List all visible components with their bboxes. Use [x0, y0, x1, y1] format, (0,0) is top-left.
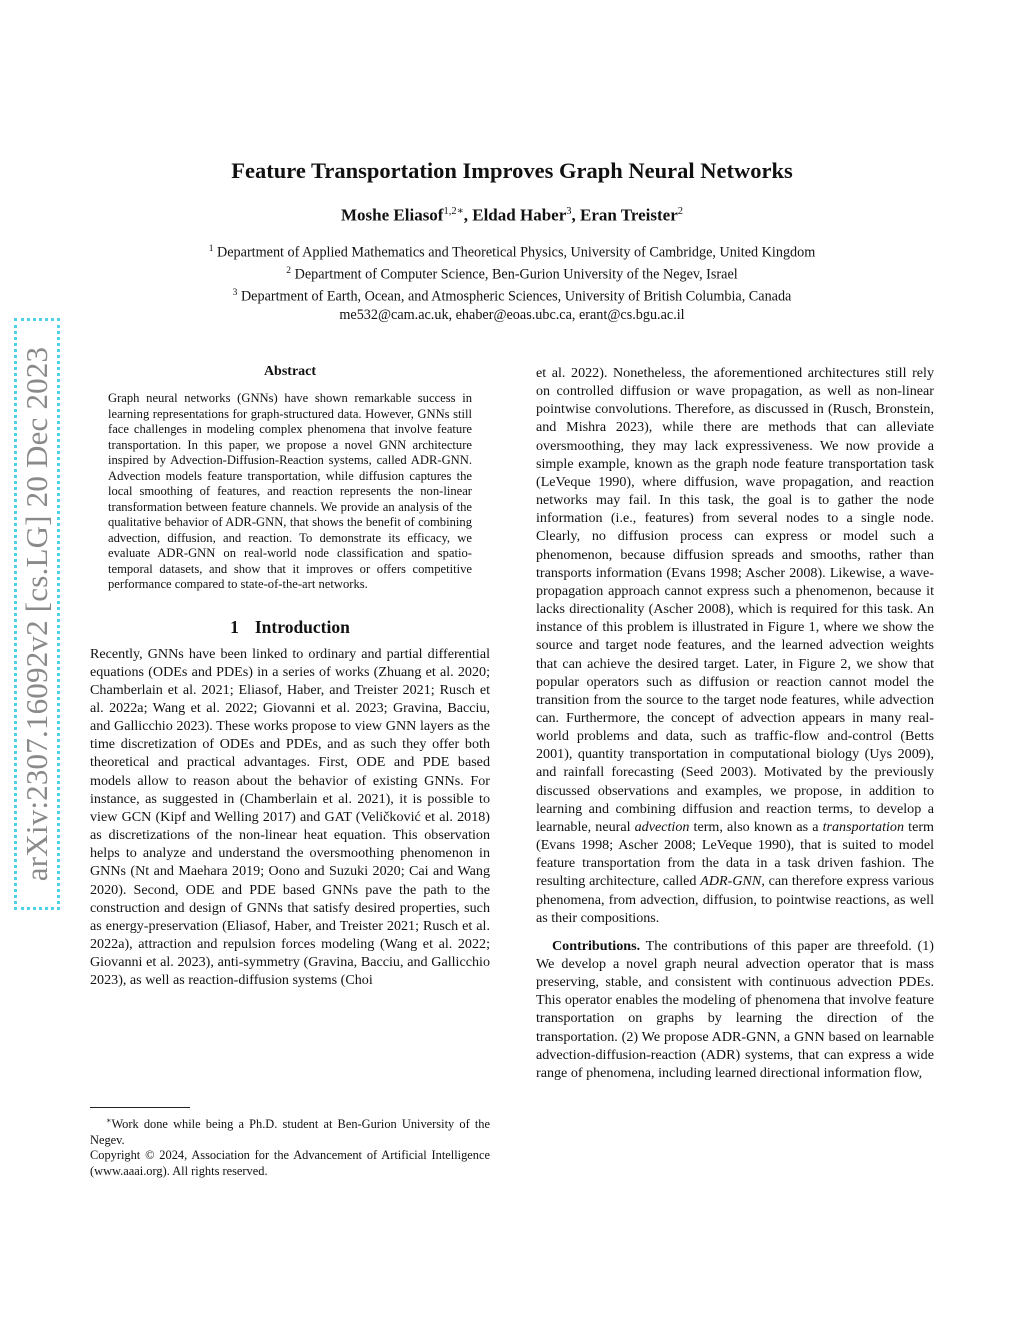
affiliation-line — [0, 240, 1024, 262]
author-name: Eran Treister — [580, 205, 678, 225]
contributions-paragraph — [536, 937, 934, 1082]
affiliation-text: Department of Applied Mathematics and Theoretical Physics, University of Cambridge, United Kingdom — [217, 244, 816, 261]
section-heading-introduction — [90, 617, 490, 638]
affiliation-number: 1 — [208, 244, 214, 254]
right-column — [536, 364, 934, 1082]
paper-title: Feature Transportation Improves Graph Neural Networks — [231, 158, 793, 183]
left-column — [90, 364, 490, 989]
author-separator: , — [463, 205, 473, 225]
author-affiliation-mark: 3 — [566, 206, 572, 217]
footnote-mark: ∗ — [106, 1116, 112, 1125]
section-number: 1 — [230, 616, 239, 637]
author-separator: , — [571, 205, 580, 225]
footnote-rule — [90, 1107, 190, 1108]
paragraph-text: et al. 2022). Nonetheless, the aforementioned architectures still rely on controlled diffusion or wave propagation, as well as non-linear pointwise convolutions. Therefore, as discussed in (Rusch, Bronstein, and Mishra 2023), while there are methods that can alleviate oversmoothing, they may lack expressiveness. We now provide a simple example, known as the graph node feature transportation task (LeVeque 1990), where diffusion, wave propagation, and reaction networks may fail. In this task, the goal is to gather the node information (i.e., features) from several nodes to a single node. Clearly, no diffusion process can express or model such a phenomenon, because diffusion spreads and smooths, rather than transports information (Evans 1998; Ascher 2008). Likewise, a wave-propagation approach cannot express such a phenomenon, because it lacks directionality (Ascher 2008), which is required for this task. An instance of this problem is illustrated in Figure 1, where we show the source and target node features, and the learned advection weights that can achieve the desired target. Later, in Figure 2, we show that popular operators such as diffusion or reaction cannot model the transition from the source to the target node features, while advection can. Furthermore, the concept of advection appears in many real-world problems and data, such as traffic-flow and-control (Betts 2001), quantity transportation in computational biology (Uys 2009), and rainfall forecasting (Seed 2003). Motivated by the previously discussed observations and examples, we propose, in addition to learning and combining diffusion and reaction terms, to develop a learnable, neural — [536, 365, 934, 835]
copyright-notice: Copyright © 2024, Association for the Advancement of Artificial Intelligence (www.aaai.org). All rights reserved. — [90, 1148, 490, 1178]
introduction-paragraph-continued — [536, 364, 934, 927]
footnote-body: Work done while being a Ph.D. student at Ben-Gurion University of the Negev. — [90, 1117, 490, 1147]
paragraph-text: term (Evans 1998; Ascher 2008; LeVeque 1990), that is suited to model feature transportation from the data in a task driven fashion. The resulting architecture, called — [536, 818, 934, 890]
affiliation-line — [0, 284, 1024, 306]
section-title: Introduction — [254, 616, 350, 637]
emphasis-advection: advection — [634, 818, 690, 835]
author-name: Eldad Haber — [472, 205, 567, 225]
affiliation-number: 2 — [286, 266, 292, 277]
contributions-text: The contributions of this paper are threefold. (1) We develop a novel graph neural advection operator that is mass preserving, stable, and consistent with continuous advection PDEs. This operator enables the modeling of phenomena that involve feature transportation on graphs by learning the direction of the transportation. (2) We propose ADR-GNN, a GNN based on learnable advection-diffusion-reaction (ADR) systems, that can express a wide range of phenomena, including learned directional information flow, — [536, 937, 934, 1081]
arxiv-identifier: arXiv:2307.16092v2 [cs.LG] 20 Dec 2023 — [19, 346, 54, 882]
affiliation-text: Department of Computer Science, Ben-Gurion University of the Negev, Israel — [294, 266, 738, 283]
paragraph-text: , can therefore express various phenomena, from advection, diffusion, to pointwise reactions, as well as their compositions. — [536, 873, 934, 926]
affiliations-block — [0, 240, 1024, 324]
author-list — [0, 205, 1024, 226]
author-affiliation-mark: 2 — [677, 206, 683, 217]
paragraph-text: term, also known as a — [693, 818, 819, 835]
author-name: Moshe Eliasof — [341, 205, 444, 225]
arxiv-sidebar-stamp — [14, 318, 60, 910]
abstract-heading: Abstract — [263, 364, 317, 379]
affiliation-number: 3 — [232, 288, 238, 299]
author-affiliation-mark: 1,2∗ — [443, 206, 464, 217]
affiliation-text: Department of Earth, Ocean, and Atmospheric Sciences, University of British Columbia, Canada — [240, 288, 792, 305]
footnote-text — [90, 1113, 490, 1148]
abstract-body: Graph neural networks (GNNs) have shown remarkable success in learning representations for graph-structured data. However, GNNs still face challenges in modeling complex phenomena that involve feature transportation. In this paper, we propose a novel GNN architecture inspired by Advection-Diffusion-Reaction systems, called ADR-GNN. Advection models feature transportation, while diffusion captures the local smoothing of features, and reaction represents the non-linear transformation between feature channels. We provide an analysis of the qualitative behavior of ADR-GNN, that shows the benefit of combining advection, diffusion, and reaction. To demonstrate its efficacy, we evaluate ADR-GNN on real-world node classification and spatio-temporal datasets, and show that it improves or offers competitive performance compared to state-of-the-art networks. — [108, 391, 472, 591]
emphasis-transportation: transportation — [822, 818, 905, 835]
affiliation-line — [0, 262, 1024, 284]
contributions-label: Contributions. — [552, 937, 641, 954]
introduction-paragraph: Recently, GNNs have been linked to ordinary and partial differential equations (ODEs and PDEs) in a series of works (Zhuang et al. 2020; Chamberlain et al. 2021; Eliasof, Haber, and Treister 2021; Rusch et al. 2022a; Wang et al. 2022; Giovanni et al. 2023; Gravina, Bacciu, and Gallicchio 2023). These works propose to view GNN layers as the time discretization of ODEs and PDEs, and as such they offer both theoretical and practical advantages. First, ODE and PDE based models allow to reason about the behavior of existing GNNs. For instance, as suggested in (Chamberlain et al. 2021), it is possible to view GCN (Kipf and Welling 2017) and GAT (Veličković et al. 2018) as discretizations of the non-linear heat equation. This observation helps to analyze and understand the oversmoothing phenomenon in GNNs (Nt and Maehara 2019; Oono and Suzuki 2020; Cai and Wang 2020). Second, ODE and PDE based GNNs pave the path to the construction and design of GNNs that satisfy desired properties, such as energy-preservation (Eliasof, Haber, and Treister 2021; Rusch et al. 2022a), attraction and repulsion forces modeling (Wang et al. 2022; Giovanni et al. 2023), anti-symmetry (Gravina, Bacciu, and Gallicchio 2023), as well as reaction-diffusion systems (Choi — [90, 645, 490, 989]
emphasis-adr-gnn: ADR-GNN — [700, 873, 762, 890]
author-emails: me532@cam.ac.uk, ehaber@eoas.ubc.ca, erant@cs.bgu.ac.il — [339, 307, 685, 324]
footnote-block — [90, 1113, 490, 1179]
